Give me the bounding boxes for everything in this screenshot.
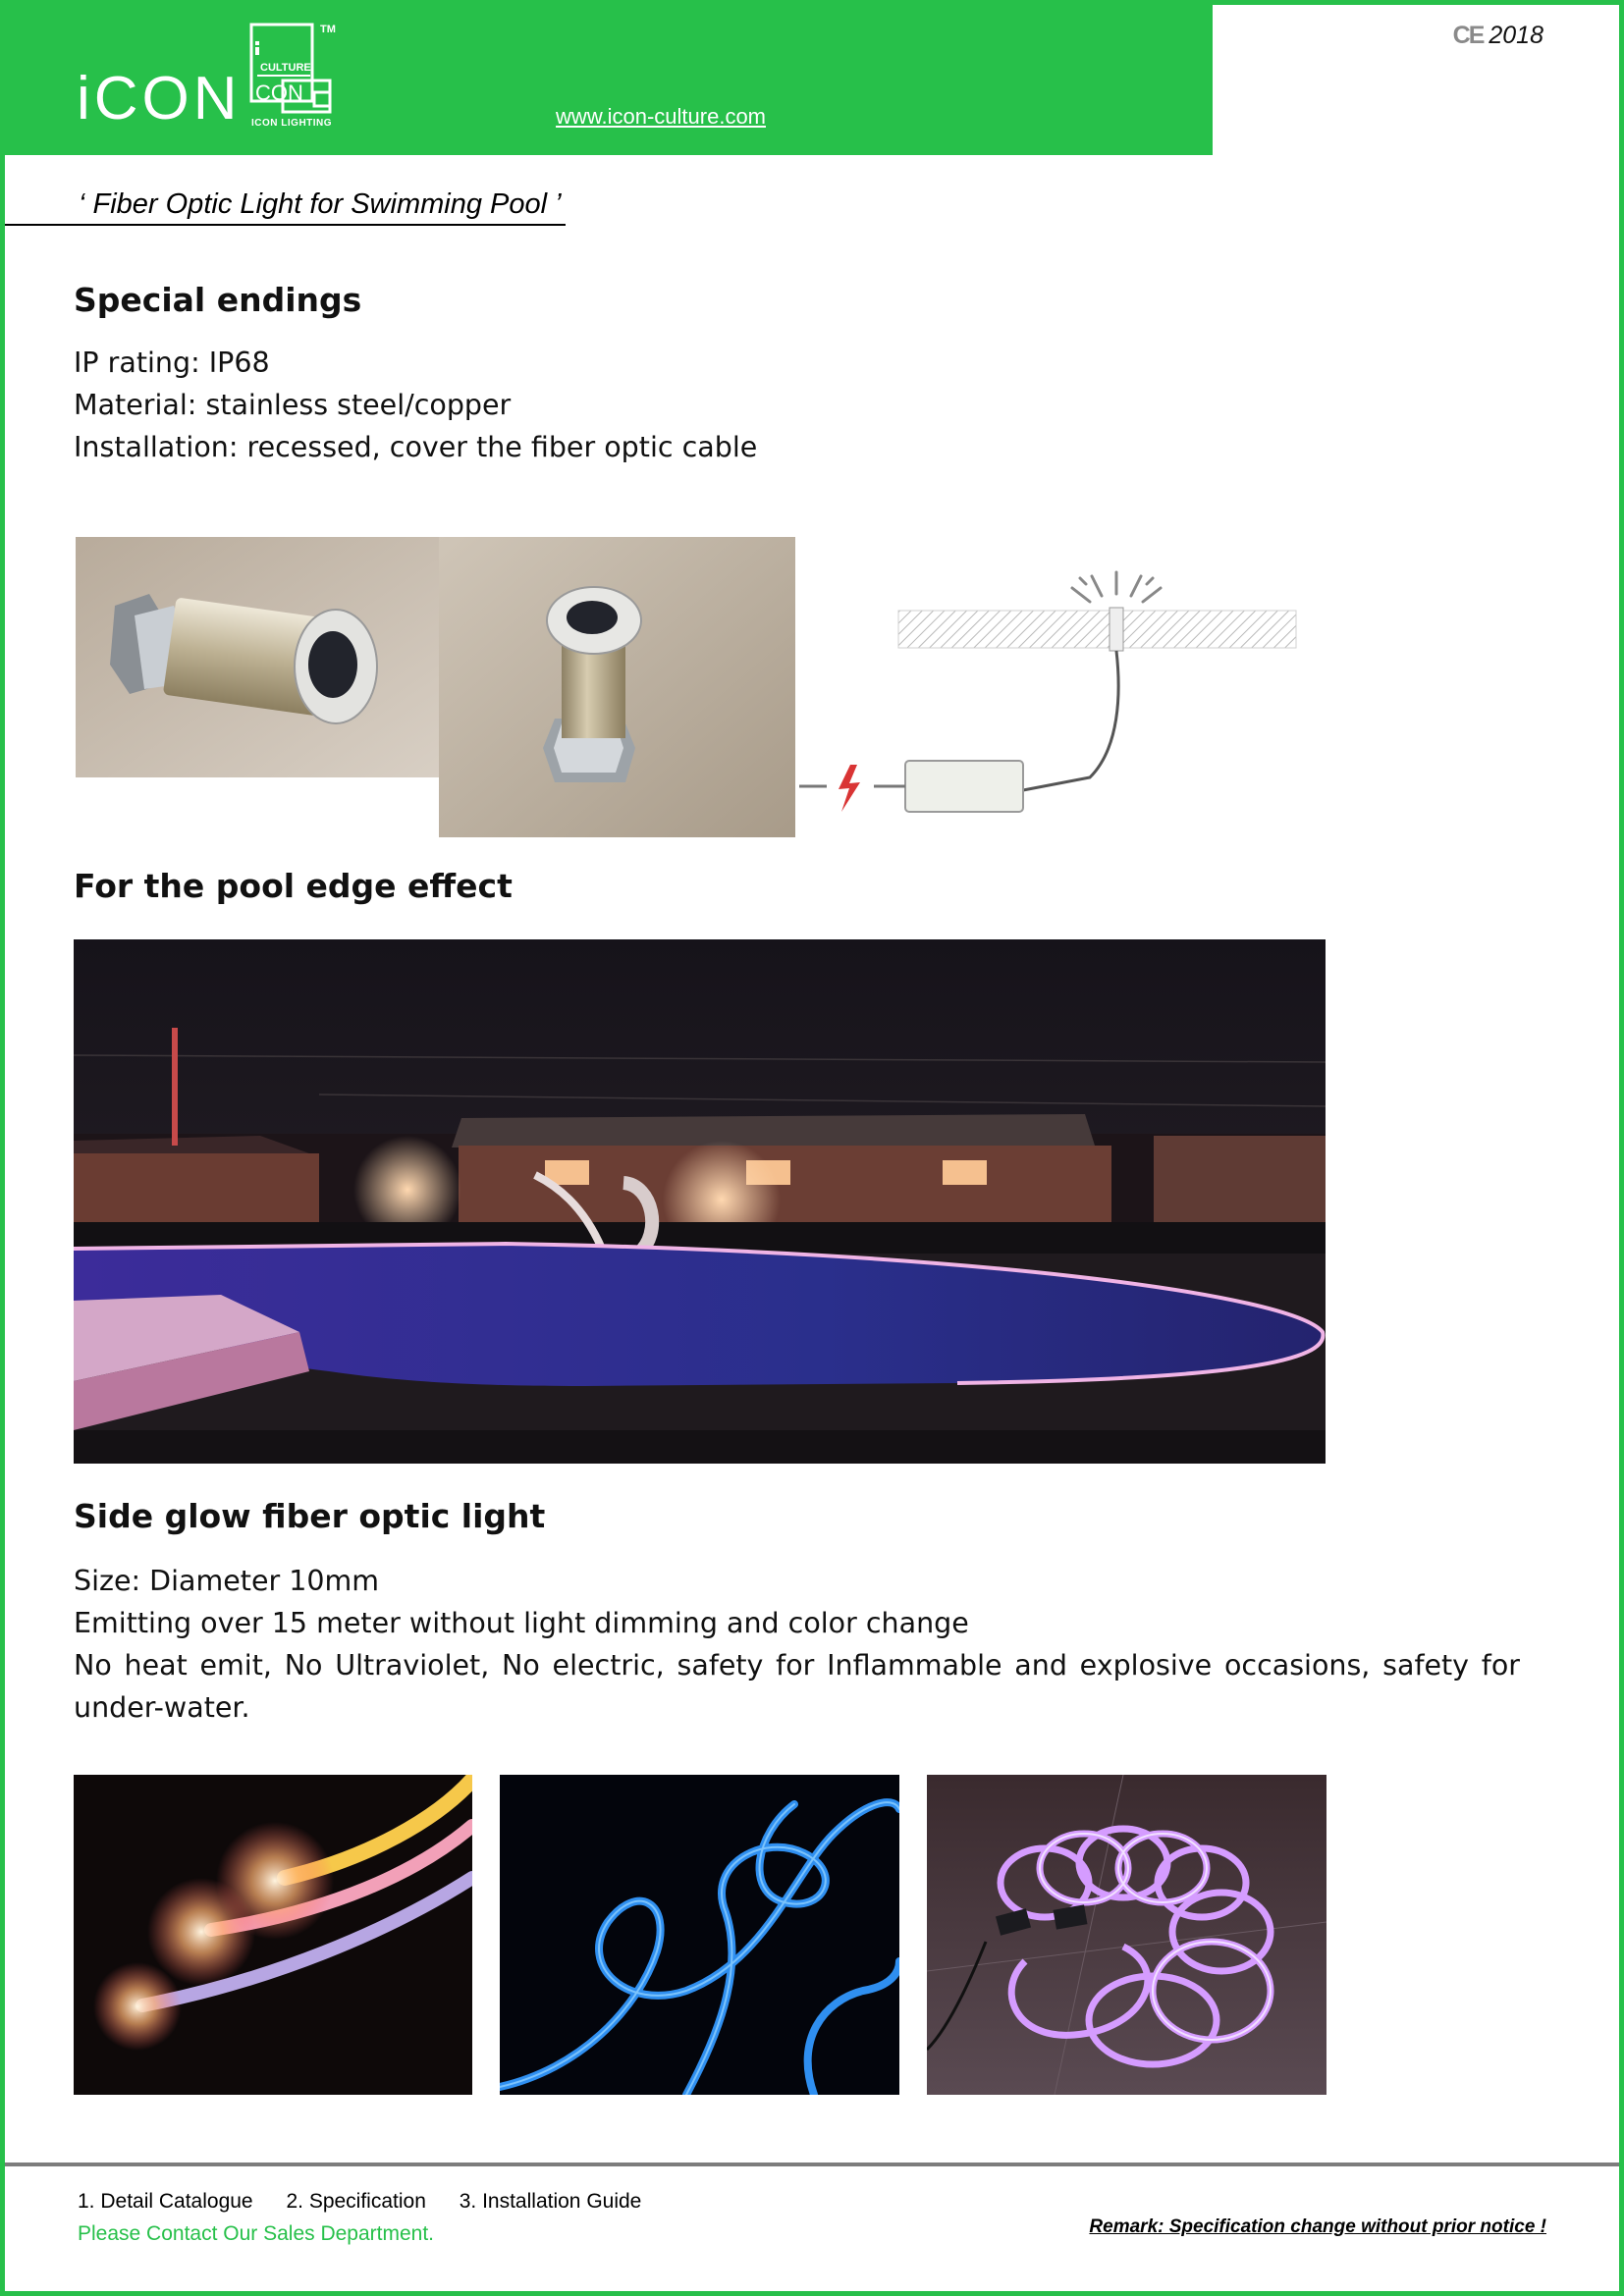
spec-size: Size: Diameter 10mm — [74, 1565, 380, 1597]
heading-pool-edge: For the pool edge effect — [74, 867, 513, 905]
spec-safety: No heat emit, No Ultraviolet, No electric, safety for Inflammable and explosive occasions, safety for under-water. — [74, 1649, 1520, 1724]
photo-fitting-horizontal — [76, 537, 439, 777]
photo-pool-edge-night — [74, 939, 1326, 1464]
brand-wordmark: iCON — [77, 65, 242, 133]
side-glow-specs — [74, 1560, 1520, 1729]
footer-contact: Please Contact Our Sales Department. — [78, 2222, 435, 2245]
link-specification[interactable]: 2. Specification — [286, 2190, 426, 2213]
special-endings-specs — [74, 342, 1520, 468]
photo-fitting-vertical — [439, 537, 795, 837]
logo-subtitle: ICON LIGHTING — [251, 118, 333, 129]
logo-mid-text: CON — [255, 80, 303, 105]
heading-special-endings: Special endings — [74, 281, 362, 319]
ce-mark-icon: CE — [1452, 22, 1484, 49]
spec-ip-rating: IP rating: IP68 — [74, 347, 270, 379]
ce-year-label — [1453, 22, 1543, 50]
link-installation-guide[interactable]: 3. Installation Guide — [459, 2190, 642, 2213]
icon-culture-logo — [244, 22, 342, 132]
link-detail-catalogue[interactable]: 1. Detail Catalogue — [78, 2190, 253, 2213]
year: 2018 — [1489, 22, 1543, 49]
logo-top-text: CULTURE — [260, 62, 311, 74]
footer-links — [78, 2190, 669, 2214]
footer-divider — [5, 2163, 1619, 2166]
spec-material: Material: stainless steel/copper — [74, 389, 512, 421]
document-title: ‘ Fiber Optic Light for Swimming Pool ’ — [5, 185, 566, 226]
website-link[interactable]: www.icon-culture.com — [556, 104, 766, 129]
heading-side-glow: Side glow fiber optic light — [74, 1497, 546, 1535]
trademark-mark: TM — [320, 24, 336, 35]
spec-installation: Installation: recessed, cover the fiber optic cable — [74, 431, 758, 463]
photo-side-glow-blue — [500, 1775, 899, 2095]
header-banner — [0, 0, 1213, 155]
photo-side-glow-coiled — [927, 1775, 1326, 2095]
footer-remark: Remark: Specification change without prior notice ! — [1089, 2216, 1546, 2237]
photo-side-glow-colored — [74, 1775, 472, 2095]
installation-diagram — [795, 537, 1306, 837]
spec-emitting: Emitting over 15 meter without light dimming and color change — [74, 1607, 969, 1639]
